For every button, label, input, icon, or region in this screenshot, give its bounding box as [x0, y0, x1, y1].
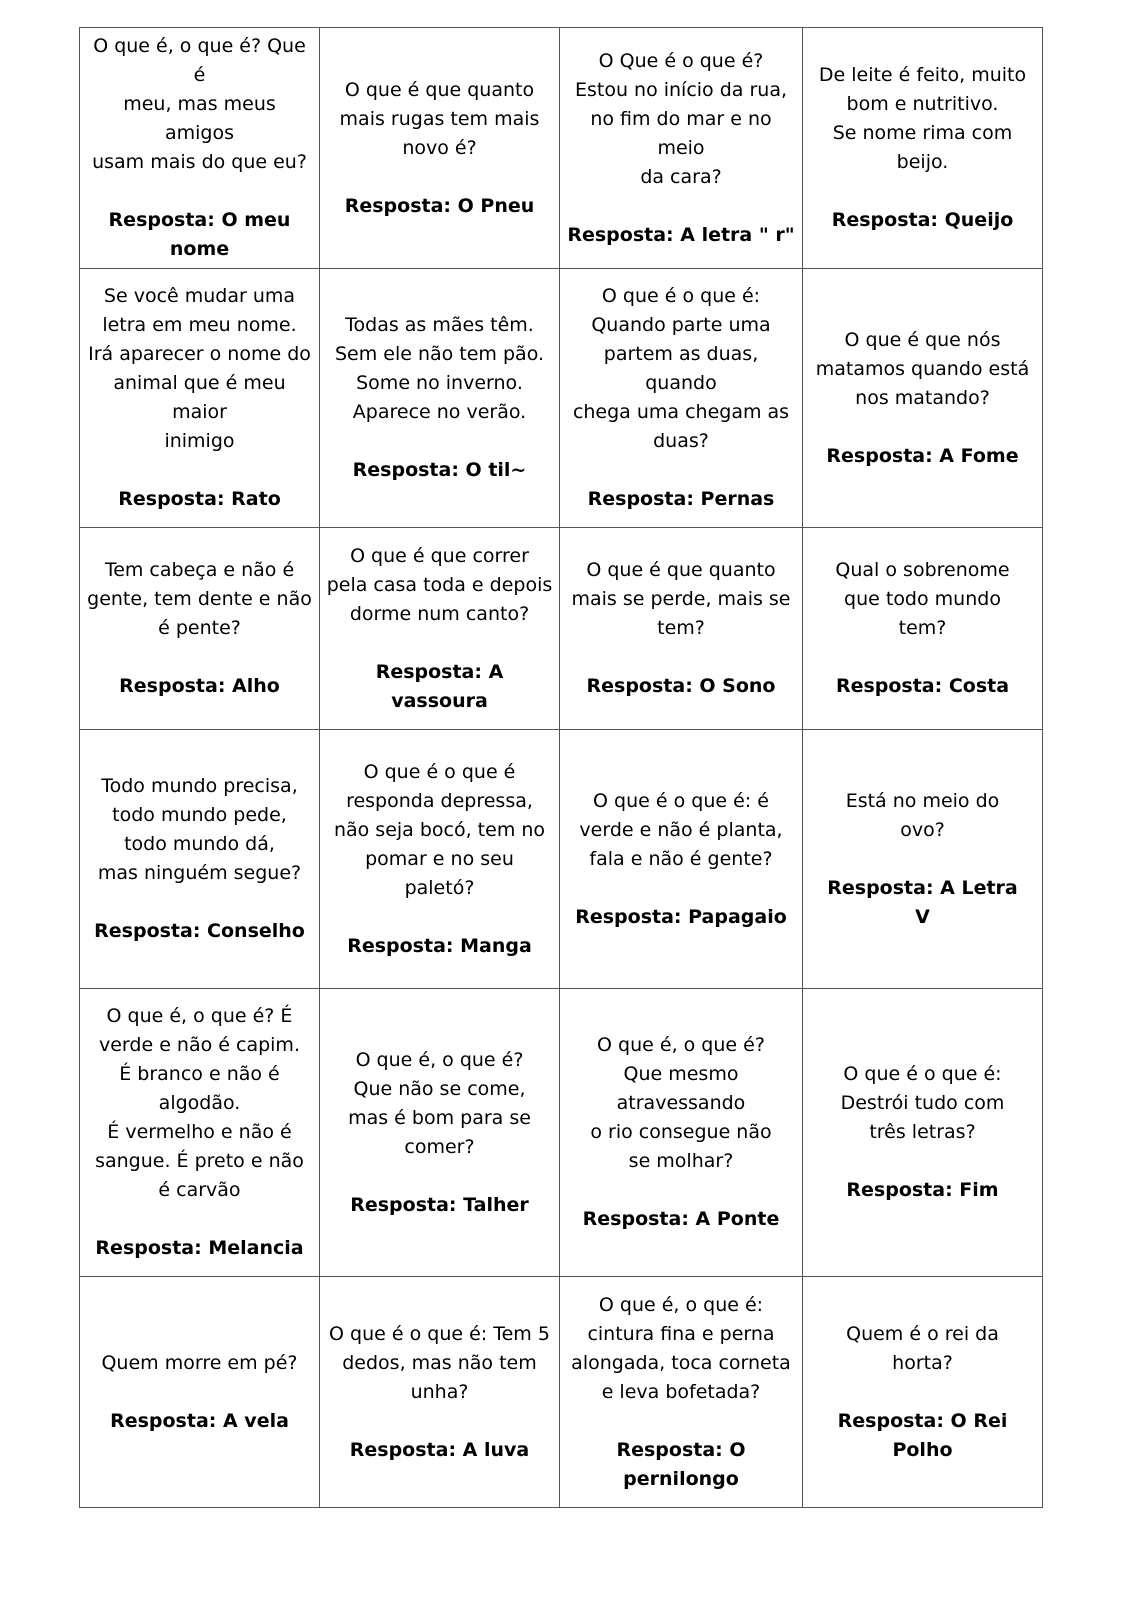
riddle-card-content	[86, 772, 313, 946]
riddle-question: O Que é o que é? Estou no início da rua, no fim do mar e no meio da cara?	[574, 49, 788, 188]
riddle-question: O que é o que é: Quando parte uma partem as duas, quando chega uma chegam as duas?	[572, 285, 790, 452]
riddle-question: O que é o que é: é verde e não é planta, fala e não é gente?	[579, 789, 783, 870]
riddle-answer: Resposta: O Sono	[586, 675, 776, 697]
riddle-card	[803, 528, 1043, 730]
riddle-card	[560, 730, 803, 989]
riddle-question: Todo mundo precisa, todo mundo pede, todo mundo dá, mas ninguém segue?	[97, 775, 302, 884]
riddle-answer: Resposta: O pernilongo	[616, 1438, 746, 1490]
riddle-row	[80, 730, 1043, 989]
riddle-question: O que é, o que é? Que não se come, mas é bom para se comer?	[348, 1048, 531, 1158]
riddle-card-content	[86, 1349, 313, 1436]
riddle-card	[803, 989, 1043, 1277]
riddle-question: O que é que quanto mais rugas tem mais novo é?	[339, 78, 540, 159]
riddle-question: De leite é feito, muito bom e nutritivo. Se nome rima com beijo.	[818, 64, 1027, 173]
riddle-answer: Resposta: Fim	[846, 1179, 999, 1201]
riddle-question: O que é, o que é? É verde e não é capim. É branco e não é algodão. É vermelho e não é sangue. É preto e não é carvão	[95, 1005, 304, 1201]
riddle-answer: Resposta: A vela	[110, 1409, 289, 1432]
riddle-question: O que é, o que é? Que mesmo atravessando o rio consegue não se molhar?	[590, 1034, 772, 1172]
riddle-card	[560, 269, 803, 528]
riddle-card-content	[566, 1031, 796, 1234]
riddle-answer: Resposta: A letra " r"	[567, 223, 795, 246]
riddle-question: O que é que nós matamos quando está nos matando?	[815, 328, 1030, 409]
riddle-card	[803, 1277, 1043, 1508]
riddle-question: Tem cabeça e não é gente, tem dente e não é pente?	[87, 559, 312, 639]
riddle-card	[560, 528, 803, 730]
riddle-card	[803, 730, 1043, 989]
riddle-row	[80, 28, 1043, 269]
riddle-answer: Resposta: Pernas	[587, 488, 775, 510]
riddle-question: O que é, o que é: cintura fina e perna alongada, toca corneta e leva bofetada?	[571, 1293, 791, 1403]
riddle-card-content	[809, 787, 1036, 932]
riddle-card	[320, 1277, 560, 1508]
riddle-answer: Resposta: O Rei Polho	[837, 1409, 1008, 1461]
riddle-answer: Resposta: Conselho	[94, 920, 305, 942]
riddle-question: Quem é o rei da horta?	[846, 1322, 999, 1374]
riddle-answer: Resposta: A Letra V	[827, 876, 1018, 928]
riddle-question: O que é que quanto mais se perde, mais se tem?	[571, 559, 791, 639]
riddle-answer: Resposta: A Ponte	[582, 1208, 780, 1230]
riddle-card-content	[86, 556, 313, 701]
riddle-question: Quem morre em pé?	[101, 1351, 298, 1374]
riddle-answer: Resposta: O meu nome	[108, 209, 291, 260]
riddle-answer: Resposta: Alho	[119, 675, 280, 697]
riddle-card-content	[326, 1046, 553, 1220]
riddle-card	[803, 28, 1043, 269]
riddle-card-content	[809, 326, 1036, 471]
riddle-card	[320, 989, 560, 1277]
riddle-row	[80, 989, 1043, 1277]
riddle-question: O que é o que é: Destrói tudo com três letras?	[840, 1063, 1005, 1143]
riddle-question: O que é o que é responda depressa, não seja bocó, tem no pomar e no seu paletó?	[333, 760, 546, 899]
riddle-row	[80, 1277, 1043, 1508]
riddle-table	[79, 27, 1043, 1508]
riddle-card	[320, 730, 560, 989]
riddle-card-content	[326, 758, 553, 961]
riddle-answer: Resposta: Queijo	[831, 209, 1014, 231]
riddle-card	[80, 28, 320, 269]
riddle-answer: Resposta: Melancia	[95, 1237, 304, 1259]
riddle-answer: Resposta: A Fome	[826, 444, 1019, 467]
riddle-card-content	[809, 61, 1036, 235]
table-body	[80, 28, 1043, 1508]
riddle-card-content	[566, 47, 796, 250]
riddle-card	[80, 269, 320, 528]
riddle-card-content	[566, 787, 796, 932]
riddle-card-content	[809, 1060, 1036, 1205]
riddle-card	[560, 1277, 803, 1508]
riddle-card-content	[566, 282, 796, 514]
riddle-card	[80, 528, 320, 730]
riddle-answer: Resposta: Manga	[347, 934, 532, 957]
riddle-row	[80, 528, 1043, 730]
riddle-question: O que é, o que é? Que é meu, mas meus amigos usam mais do que eu?	[92, 35, 307, 173]
riddle-row	[80, 269, 1043, 528]
riddle-question: Está no meio do ovo?	[845, 789, 1000, 841]
riddle-card-content	[809, 556, 1036, 701]
riddle-card	[80, 1277, 320, 1508]
riddle-card-content	[86, 32, 313, 264]
riddle-question: Todas as mães têm. Sem ele não tem pão. Some no inverno. Aparece no verão.	[334, 314, 545, 423]
riddle-card-content	[86, 1002, 313, 1263]
riddle-answer: Resposta: Rato	[118, 488, 281, 510]
riddle-card-content	[86, 282, 313, 514]
riddle-card-content	[326, 542, 553, 716]
riddle-answer: Resposta: Costa	[835, 675, 1010, 697]
riddle-answer: Resposta: Talher	[350, 1193, 529, 1216]
riddle-card-content	[326, 311, 553, 485]
riddle-answer: Resposta: Papagaio	[575, 905, 787, 928]
riddle-card	[320, 528, 560, 730]
riddle-card	[320, 269, 560, 528]
riddle-answer: Resposta: O Pneu	[344, 194, 535, 217]
riddle-answer: Resposta: A vassoura	[375, 660, 504, 712]
riddle-card	[80, 989, 320, 1277]
riddle-card-content	[566, 1291, 796, 1494]
riddle-answer: Resposta: O til~	[352, 459, 527, 481]
riddle-card	[320, 28, 560, 269]
riddle-card-content	[326, 1320, 553, 1465]
riddle-card	[803, 269, 1043, 528]
riddle-card	[560, 989, 803, 1277]
riddle-answer: Resposta: A luva	[349, 1438, 530, 1461]
riddle-card	[80, 730, 320, 989]
riddle-card-content	[566, 556, 796, 701]
riddle-question: O que é que correr pela casa toda e depois dorme num canto?	[326, 544, 553, 625]
riddle-question: O que é o que é: Tem 5 dedos, mas não tem unha?	[329, 1322, 550, 1403]
riddle-question: Se você mudar uma letra em meu nome. Irá aparecer o nome do animal que é meu maior inimigo	[88, 285, 311, 452]
riddle-card-content	[326, 76, 553, 221]
riddle-card	[560, 28, 803, 269]
riddle-question: Qual o sobrenome que todo mundo tem?	[835, 559, 1010, 639]
riddle-card-content	[809, 1320, 1036, 1465]
